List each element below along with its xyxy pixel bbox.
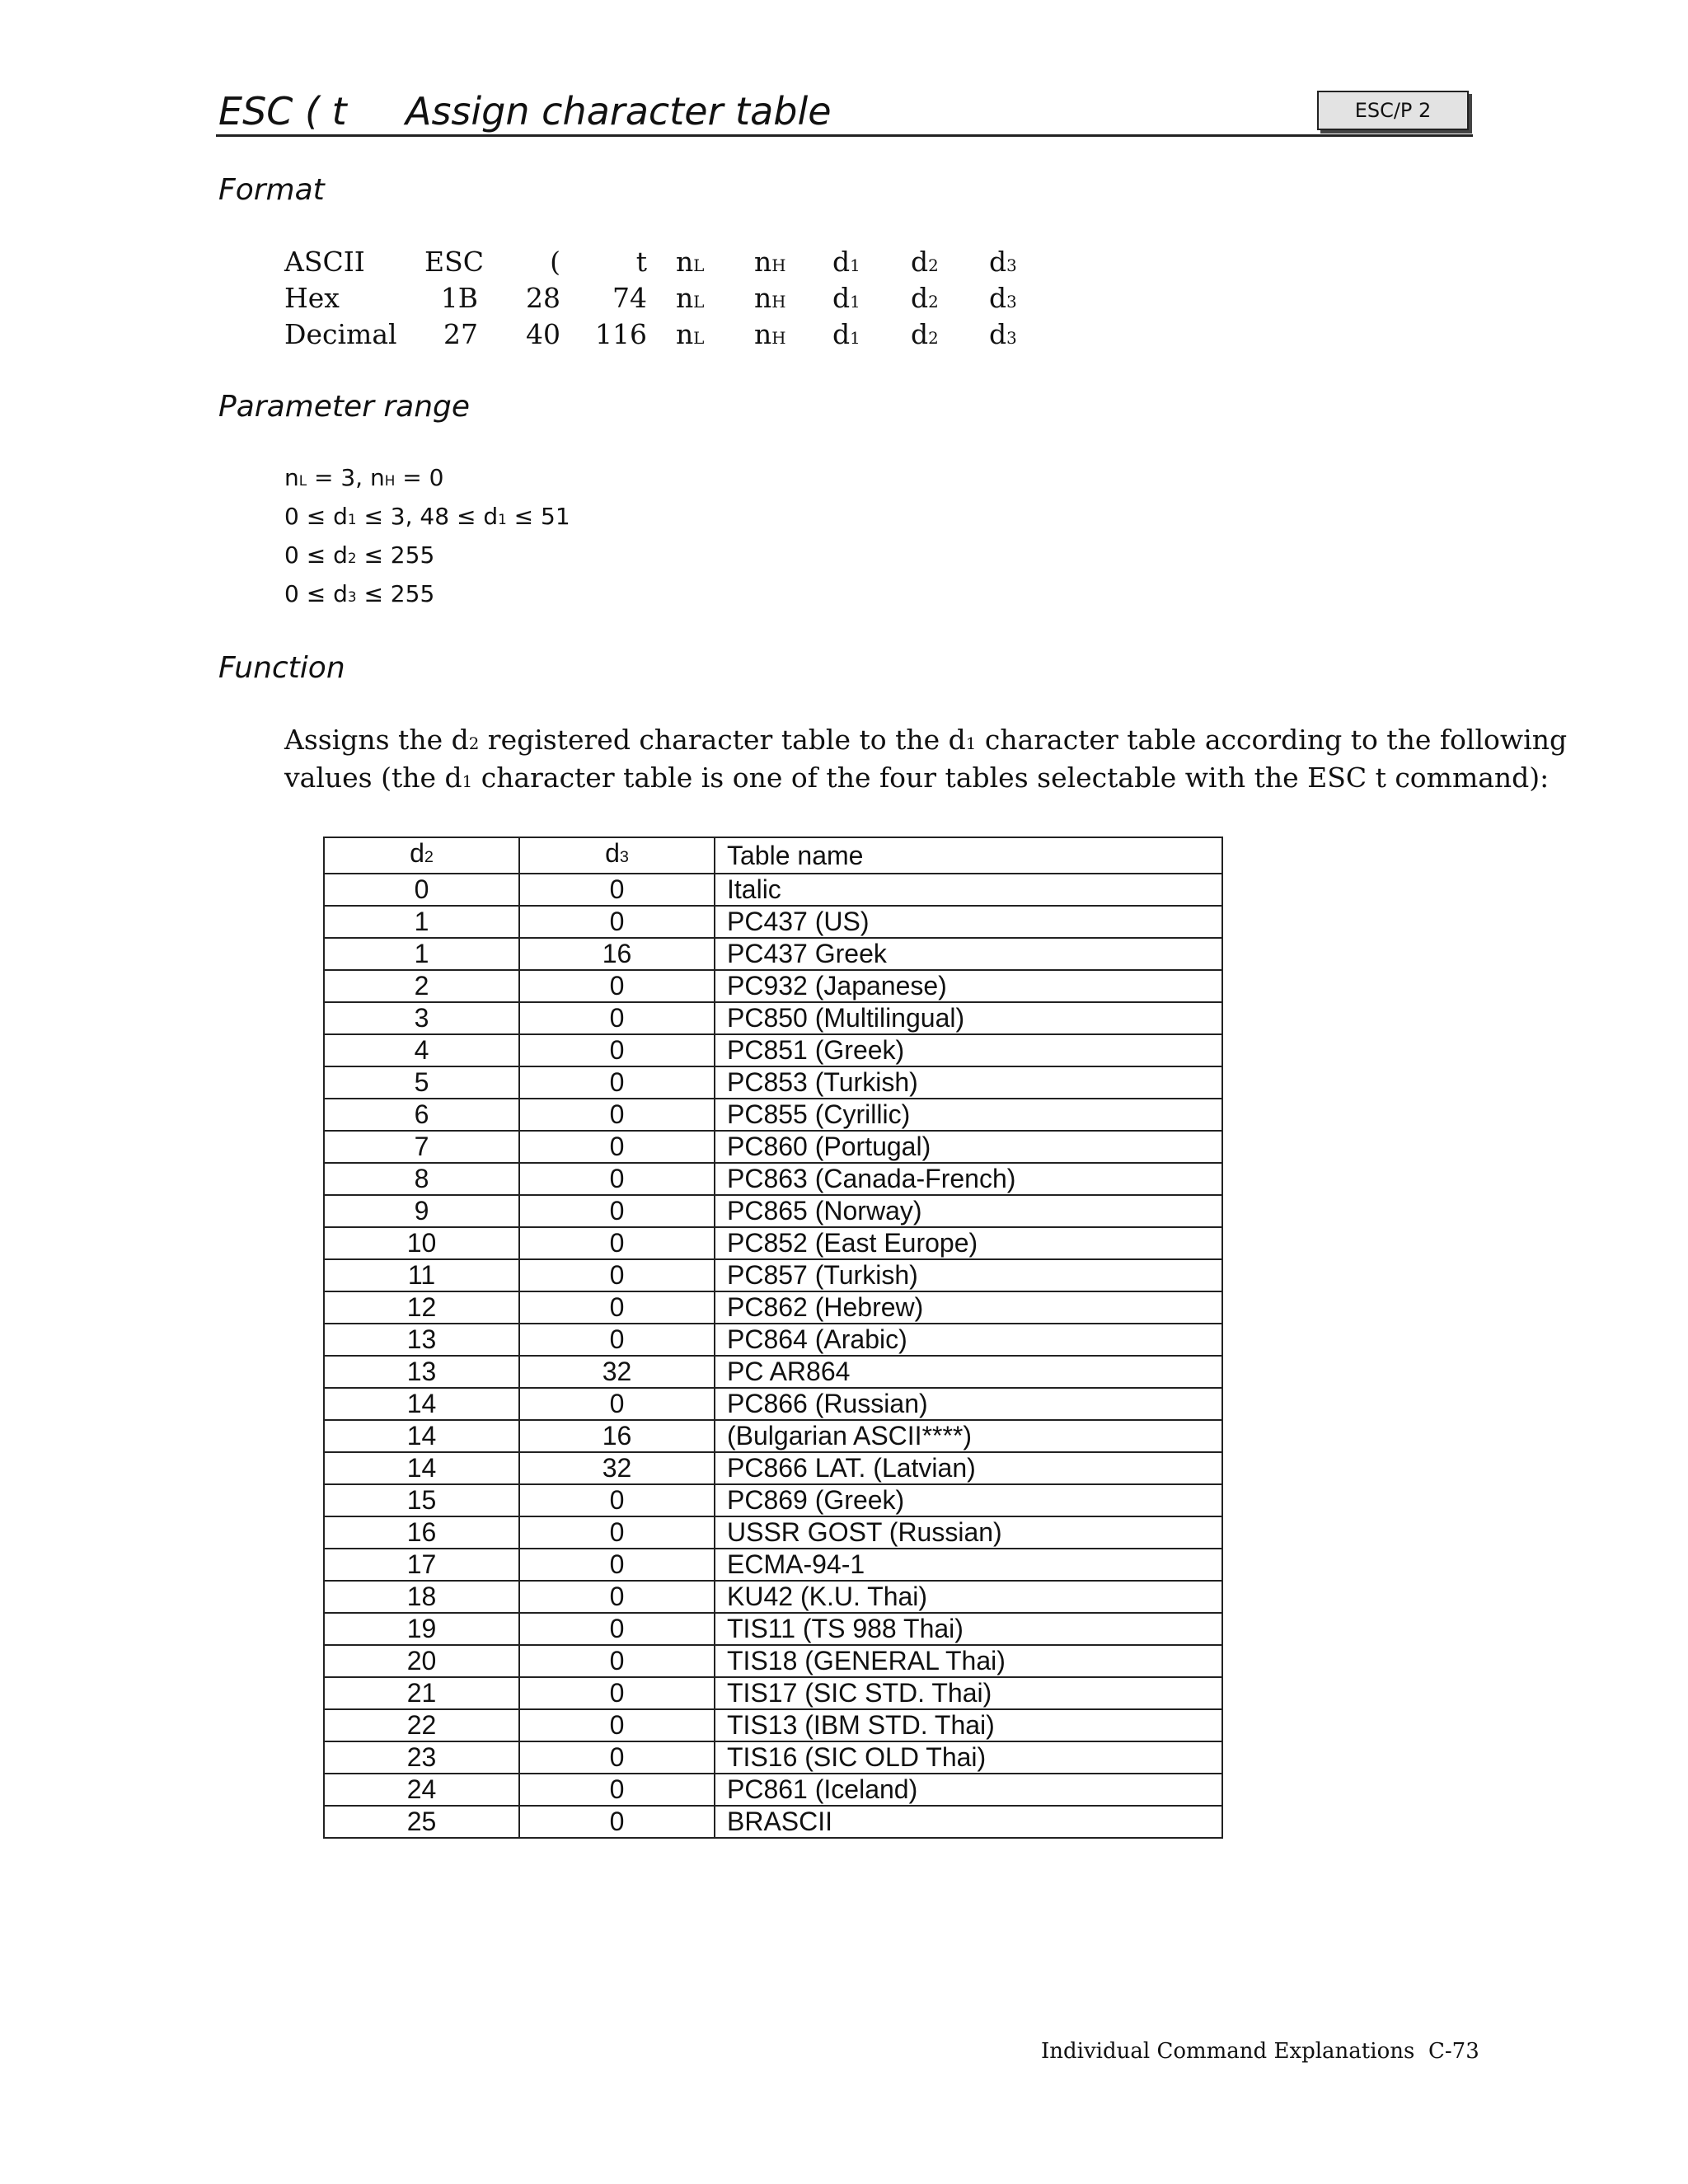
format-cell: 74 [612,282,647,314]
cell-table-name: PC851 (Greek) [715,1034,1222,1066]
cell-d2: 10 [324,1227,519,1259]
table-row [324,1516,1222,1549]
cell-d2: 21 [324,1677,519,1709]
cell-table-name: PC865 (Norway) [715,1195,1222,1227]
cell-d2: 23 [324,1741,519,1774]
cell-d3: 0 [519,1259,715,1291]
format-param: nH [754,282,786,314]
format-row-label: Decimal [284,318,397,350]
format-param: d3 [989,318,1017,350]
cell-d2: 25 [324,1806,519,1838]
cell-d2: 9 [324,1195,519,1227]
cell-d2: 14 [324,1452,519,1484]
cell-d3: 0 [519,874,715,906]
function-heading: Function [218,651,345,685]
table-row [324,1227,1222,1259]
cell-table-name: TIS18 (GENERAL Thai) [715,1645,1222,1677]
cell-d2: 0 [324,874,519,906]
cell-d3: 0 [519,906,715,938]
footer-section-name: Individual Command Explanations [1041,2039,1415,2064]
table-row [324,1131,1222,1163]
table-row [324,1581,1222,1613]
cell-d2: 13 [324,1324,519,1356]
function-description: Assigns the d2 registered character table to the d1 character table according to the following values (the d1 character table is one of the four tables selectable with the ESC t command): [284,724,1568,794]
parameter-range-heading: Parameter range [218,390,471,424]
cell-table-name: PC857 (Turkish) [715,1259,1222,1291]
header-rule [216,134,1473,137]
cell-d3: 0 [519,1388,715,1420]
cell-d3: 32 [519,1356,715,1388]
cell-table-name: PC866 (Russian) [715,1388,1222,1420]
format-param: d2 [911,282,939,314]
cell-d2: 13 [324,1356,519,1388]
format-cell: 116 [595,318,647,350]
table-row [324,1356,1222,1388]
cell-table-name: TIS17 (SIC STD. Thai) [715,1677,1222,1709]
format-param: d3 [989,282,1017,314]
header-d2: d2 [324,837,519,874]
cell-d2: 19 [324,1613,519,1645]
format-param: nL [676,282,705,314]
format-cell: t [635,246,647,278]
cell-d2: 6 [324,1099,519,1131]
character-table [323,837,1223,1839]
cell-table-name: PC864 (Arabic) [715,1324,1222,1356]
page-number: C-73 [1428,2039,1479,2064]
cell-table-name: PC866 LAT. (Latvian) [715,1452,1222,1484]
cell-d3: 0 [519,1484,715,1516]
table-row [324,1549,1222,1581]
table-row [324,1195,1222,1227]
cell-d3: 0 [519,1709,715,1741]
table-row [324,1163,1222,1195]
param-line-d1: 0 ≤ d1 ≤ 3, 48 ≤ d1 ≤ 51 [284,503,570,530]
cell-table-name: PC852 (East Europe) [715,1227,1222,1259]
cell-table-name: PC860 (Portugal) [715,1131,1222,1163]
cell-table-name: PC863 (Canada-French) [715,1163,1222,1195]
format-heading: Format [218,173,325,207]
table-row [324,1420,1222,1452]
cell-table-name: KU42 (K.U. Thai) [715,1581,1222,1613]
format-param: d1 [832,318,860,350]
cell-d2: 3 [324,1002,519,1034]
cell-d3: 0 [519,1516,715,1549]
cell-d3: 32 [519,1452,715,1484]
format-param: nH [754,246,786,278]
format-param: d1 [832,282,860,314]
cell-table-name: (Bulgarian ASCII****) [715,1420,1222,1452]
cell-d3: 0 [519,1677,715,1709]
cell-d2: 5 [324,1066,519,1099]
format-cell: 28 [526,282,560,314]
table-row [324,1259,1222,1291]
cell-d2: 22 [324,1709,519,1741]
cell-d2: 12 [324,1291,519,1324]
cell-d3: 0 [519,1581,715,1613]
table-row [324,938,1222,970]
cell-d3: 0 [519,1227,715,1259]
cell-d3: 16 [519,938,715,970]
param-line-n: nL = 3, nH = 0 [284,464,444,491]
command-title: Assign character table [406,89,832,134]
table-row [324,1388,1222,1420]
format-param: d2 [911,246,939,278]
table-row [324,1324,1222,1356]
cell-d3: 0 [519,1163,715,1195]
cell-table-name: ECMA-94-1 [715,1549,1222,1581]
cell-table-name: USSR GOST (Russian) [715,1516,1222,1549]
format-param: d3 [989,246,1017,278]
cell-d2: 16 [324,1516,519,1549]
table-row [324,1452,1222,1484]
cell-table-name: TIS11 (TS 988 Thai) [715,1613,1222,1645]
format-cell: 40 [526,318,560,350]
cell-d2: 17 [324,1549,519,1581]
format-param: nL [676,318,705,350]
cell-d2: 24 [324,1774,519,1806]
cell-table-name: PC850 (Multilingual) [715,1002,1222,1034]
cell-d2: 7 [324,1131,519,1163]
cell-d3: 0 [519,1195,715,1227]
cell-d3: 0 [519,1099,715,1131]
cell-d3: 16 [519,1420,715,1452]
cell-d3: 0 [519,1549,715,1581]
cell-table-name: BRASCII [715,1806,1222,1838]
format-cell: ESC [424,246,484,278]
cell-table-name: PC932 (Japanese) [715,970,1222,1002]
cell-table-name: PC869 (Greek) [715,1484,1222,1516]
format-cell: ( [550,246,560,278]
cell-table-name: PC437 (US) [715,906,1222,938]
cell-table-name: PC437 Greek [715,938,1222,970]
command-name: ESC ( t [218,89,347,134]
cell-table-name: PC862 (Hebrew) [715,1291,1222,1324]
format-row-label: Hex [284,282,340,314]
cell-table-name: PC855 (Cyrillic) [715,1099,1222,1131]
table-row [324,1645,1222,1677]
cell-d3: 0 [519,1034,715,1066]
table-row [324,1002,1222,1034]
cell-d3: 0 [519,1002,715,1034]
cell-d3: 0 [519,1806,715,1838]
format-param: d1 [832,246,860,278]
header-table-name: Table name [715,837,1222,874]
table-row [324,874,1222,906]
table-row [324,906,1222,938]
cell-table-name: PC853 (Turkish) [715,1066,1222,1099]
cell-d3: 0 [519,1613,715,1645]
table-row [324,1034,1222,1066]
table-row [324,1677,1222,1709]
cell-d2: 4 [324,1034,519,1066]
cell-d2: 11 [324,1259,519,1291]
cell-table-name: TIS16 (SIC OLD Thai) [715,1741,1222,1774]
cell-d3: 0 [519,1645,715,1677]
table-header-row [324,837,1222,874]
table-row [324,1806,1222,1838]
cell-d2: 14 [324,1388,519,1420]
cell-d3: 0 [519,1774,715,1806]
format-param: nL [676,246,705,278]
table-row [324,1066,1222,1099]
table-row [324,1709,1222,1741]
cell-d3: 0 [519,1291,715,1324]
cell-table-name: PC AR864 [715,1356,1222,1388]
table-row [324,970,1222,1002]
cell-d2: 20 [324,1645,519,1677]
cell-d3: 0 [519,1741,715,1774]
cell-d3: 0 [519,1131,715,1163]
cell-d2: 14 [324,1420,519,1452]
table-row [324,1741,1222,1774]
cell-d3: 0 [519,970,715,1002]
table-row [324,1484,1222,1516]
format-cell: 27 [443,318,478,350]
cell-table-name: PC861 (Iceland) [715,1774,1222,1806]
cell-d3: 0 [519,1324,715,1356]
table-row [324,1774,1222,1806]
param-line-d3: 0 ≤ d3 ≤ 255 [284,580,435,607]
cell-d2: 2 [324,970,519,1002]
table-row [324,1613,1222,1645]
format-row-label: ASCII [284,246,365,278]
esc-p2-badge: ESC/P 2 [1317,91,1469,130]
cell-table-name: TIS13 (IBM STD. Thai) [715,1709,1222,1741]
cell-table-name: Italic [715,874,1222,906]
param-line-d2: 0 ≤ d2 ≤ 255 [284,541,435,569]
cell-d2: 1 [324,938,519,970]
cell-d2: 8 [324,1163,519,1195]
table-row [324,1291,1222,1324]
cell-d2: 1 [324,906,519,938]
format-cell: 1B [440,282,478,314]
header-d3: d3 [519,837,715,874]
cell-d3: 0 [519,1066,715,1099]
format-param: nH [754,318,786,350]
cell-d2: 18 [324,1581,519,1613]
cell-d2: 15 [324,1484,519,1516]
table-row [324,1099,1222,1131]
format-param: d2 [911,318,939,350]
